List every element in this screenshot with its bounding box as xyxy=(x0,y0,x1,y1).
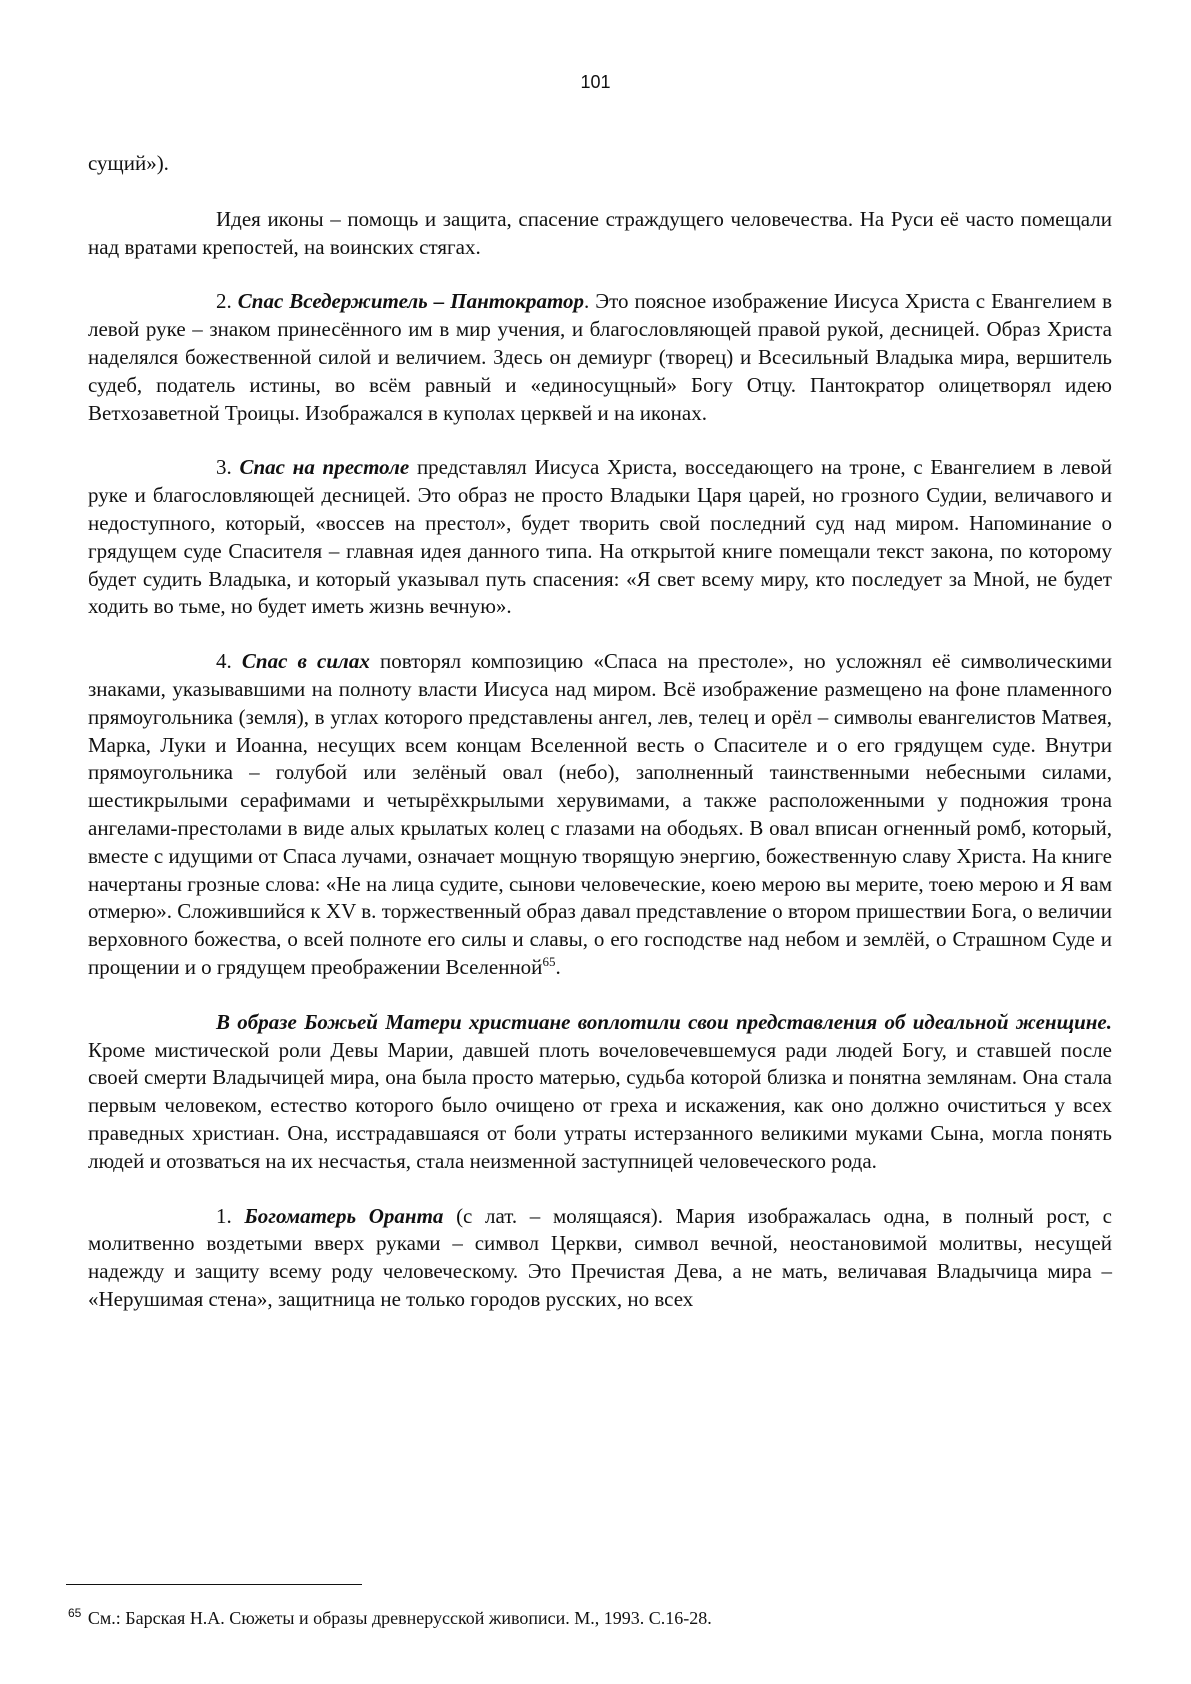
footnote xyxy=(68,1607,1108,1629)
paragraph-end: . xyxy=(555,954,561,979)
paragraph-continuation: сущий»). xyxy=(88,151,169,175)
footnote-divider xyxy=(66,1584,362,1585)
paragraph-spas-na-prestole xyxy=(88,454,1112,621)
item-number: 2. xyxy=(216,289,238,314)
paragraph-pantokrator xyxy=(88,288,1112,427)
footnote-number: 65 xyxy=(68,1606,82,1620)
lead-bogomater: В образе Божьей Матери христиане воплотили свои представления об идеальной женщине. xyxy=(216,1009,1112,1034)
page-number: 101 xyxy=(580,72,611,92)
page-body xyxy=(88,150,1112,1341)
term-spas-na-prestole: Спас на престоле xyxy=(239,455,410,480)
paragraph-oranta xyxy=(88,1203,1112,1314)
item-number: 1. xyxy=(216,1203,245,1228)
paragraph-icon-idea: Идея иконы – помощь и защита, спасение страждущего человечества. На Руси её часто помещали над вратами крепостей, на воинских стягах. xyxy=(88,206,1112,259)
footnote-reference[interactable]: 65 xyxy=(542,953,556,969)
paragraph-text: представлял Иисуса Христа, восседающего на троне, с Евангелием в левой руке и благословляющей десницей. Это образ не просто Владыки Царя царей, но грозного Судии, величавого и недоступного, который, «воссев на престол», будет творить свой последний суд над миром. Напоминание о грядущем суде Спасителя – главная идея данного типа. На открытой книге помещали текст закона, по которому будет судить Владыка, и который указывал путь спасения: «Я свет всему миру, кто последует за Мной, не будет ходить во тьме, но будет иметь жизнь вечную». xyxy=(88,455,1113,619)
paragraph-bogomater xyxy=(88,1009,1112,1176)
paragraph-text: повторял композицию «Спаса на престоле», но усложнял её символическими знаками, указывавшими на полноту власти Иисуса над миром. Всё изображение размещено на фоне пламенного прямоугольника (земля), в углах которого представлены ангел, лев, телец и орёл – символы евангелистов Матвея, Марка, Луки и Иоанна, несущих всем концам Вселенной весть о Спасителе и о его грядущем суде. Внутри прямоугольника – голубой или зелёный овал (небо), заполненный таинственными небесными силами, шестикрылыми серафимами и четырёхкрылыми херувимами, а также расположенными у подножия трона ангелами-престолами в виде алых крылатых колец с глазами на ободьях. В овал вписан огненный ромб, который, вместе с идущими от Спаса лучами, означает мощную творящую энергию, божественную славу Христа. На книге начертаны грозные слова: «Не на лица судите, сынови человеческие, коею мерою вы мерите, тоею мерою и Я вам отмерю». Сложившийся к XV в. торжественный образ давал представление о втором пришествии Бога, о величии верховного божества, о всей полноте его силы и славы, о его господстве над небом и землёй, о Страшном Суде и прощении и о грядущем преображении Вселенной xyxy=(88,649,1113,979)
paragraph-text: (с лат. – молящаяся). Мария изображалась одна, в полный рост, с молитвенно воздетыми вверх руками – символ Церкви, символ вечной, неостановимой молитвы, несущей надежду и защиту всему роду человеческому. Это Пречистая Дева, а не мать, величавая Владычица мира – «Нерушимая стена», защитница не только городов русских, но всех xyxy=(88,1203,1112,1311)
term-spas-v-silakh: Спас в силах xyxy=(241,649,370,674)
paragraph-text: . Это поясное изображение Иисуса Христа с Евангелием в левой руке – знаком принесённого им в мир учения, и благословляющей правой рукой, десницей. Образ Христа наделялся божественной силой и величием. Здесь он демиург (творец) и Всесильный Владыка мира, вершитель судеб, податель истины, во всём равный и «единосущный» Богу Отцу. Пантократор олицетворял идею Ветхозаветной Троицы. Изображался в куполах церквей и на иконах. xyxy=(88,289,1112,425)
footnote-text: См.: Барская Н.А. Сюжеты и образы древнерусской живописи. М., 1993. С.16-28. xyxy=(83,1608,712,1628)
item-number: 4. xyxy=(216,649,242,674)
term-pantokrator: Спас Вседержитель – Пантократор xyxy=(237,289,584,314)
item-number: 3. xyxy=(216,455,240,480)
paragraph-spas-v-silakh xyxy=(88,648,1112,982)
term-oranta: Богоматерь Оранта xyxy=(244,1203,444,1228)
paragraph-text: Кроме мистической роли Девы Марии, давшей плоть вочеловечевшемуся ради людей Богу, и ставшей после своей смерти Владычицей мира, она была просто матерью, судьба которой близка и понятна землянам. Она стала первым человеком, естество которого было очищено от греха и искажения, как оно должно очиститься у всех праведных христиан. Она, исстрадавшаяся от боли утраты истерзанного великими муками Сына, могла понять людей и отозваться на их несчастья, стала неизменной заступницей человеческого рода. xyxy=(88,1037,1112,1173)
